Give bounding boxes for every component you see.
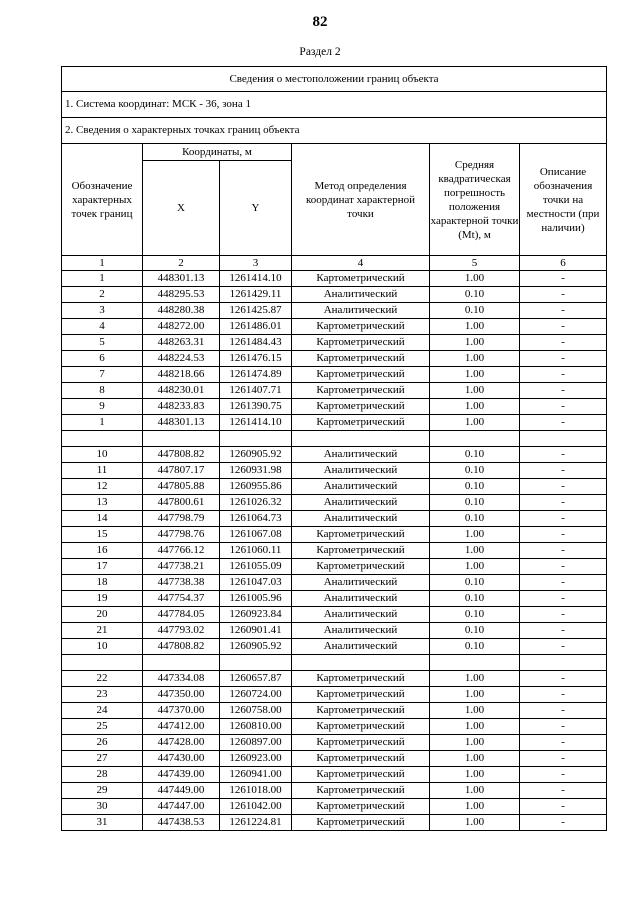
y-cell: 1260955.86: [220, 479, 292, 495]
table-row: [62, 783, 607, 799]
description-cell: -: [520, 319, 607, 335]
description-cell: -: [520, 447, 607, 463]
method-cell: Картометрический: [292, 319, 430, 335]
point-id-cell: 5: [62, 335, 143, 351]
table-row: [62, 303, 607, 319]
error-cell: 1.00: [430, 719, 520, 735]
method-cell: Картометрический: [292, 335, 430, 351]
column-number: 2: [143, 256, 220, 271]
description-cell: -: [520, 719, 607, 735]
table-row: [62, 511, 607, 527]
point-id-cell: 12: [62, 479, 143, 495]
table-row: [62, 751, 607, 767]
header-method: Метод определения координат характерной точки: [292, 144, 430, 256]
table-row: [62, 607, 607, 623]
method-cell: Картометрический: [292, 399, 430, 415]
point-id-cell: 23: [62, 687, 143, 703]
x-cell: 448233.83: [143, 399, 220, 415]
description-cell: -: [520, 351, 607, 367]
y-cell: 1261055.09: [220, 559, 292, 575]
y-cell: 1261064.73: [220, 511, 292, 527]
y-cell: 1260941.00: [220, 767, 292, 783]
x-cell: 447784.05: [143, 607, 220, 623]
x-cell: 447754.37: [143, 591, 220, 607]
description-cell: -: [520, 367, 607, 383]
description-cell: -: [520, 271, 607, 287]
y-cell: 1260905.92: [220, 447, 292, 463]
point-id-cell: 20: [62, 607, 143, 623]
table-row: [62, 367, 607, 383]
x-cell: 447370.00: [143, 703, 220, 719]
y-cell: 1261484.43: [220, 335, 292, 351]
method-cell: Картометрический: [292, 799, 430, 815]
table-row: [62, 479, 607, 495]
error-cell: [430, 431, 520, 447]
point-id-cell: 16: [62, 543, 143, 559]
y-cell: 1260923.00: [220, 751, 292, 767]
point-id-cell: 29: [62, 783, 143, 799]
table-row: [62, 319, 607, 335]
error-cell: 1.00: [430, 703, 520, 719]
method-cell: Картометрический: [292, 815, 430, 831]
table-row: [62, 815, 607, 831]
error-cell: 0.10: [430, 287, 520, 303]
x-cell: 447447.00: [143, 799, 220, 815]
x-cell: 447805.88: [143, 479, 220, 495]
table-row: [62, 543, 607, 559]
description-cell: -: [520, 639, 607, 655]
point-id-cell: 26: [62, 735, 143, 751]
point-id-cell: 13: [62, 495, 143, 511]
y-cell: [220, 431, 292, 447]
point-id-cell: 31: [62, 815, 143, 831]
x-cell: 447412.00: [143, 719, 220, 735]
point-id-cell: 1: [62, 271, 143, 287]
point-id-cell: 17: [62, 559, 143, 575]
x-cell: 447430.00: [143, 751, 220, 767]
error-cell: 1.00: [430, 415, 520, 431]
table-row: [62, 703, 607, 719]
description-cell: -: [520, 479, 607, 495]
y-cell: 1261474.89: [220, 367, 292, 383]
x-cell: 448301.13: [143, 415, 220, 431]
error-cell: 0.10: [430, 479, 520, 495]
table-row: [62, 399, 607, 415]
point-id-cell: 18: [62, 575, 143, 591]
error-cell: 0.10: [430, 463, 520, 479]
table-row: [62, 287, 607, 303]
error-cell: 1.00: [430, 527, 520, 543]
point-id-cell: 3: [62, 303, 143, 319]
method-cell: Картометрический: [292, 415, 430, 431]
method-cell: Картометрический: [292, 271, 430, 287]
coordinate-system: 1. Система координат: МСК - 36, зона 1: [62, 92, 607, 118]
y-cell: 1261414.10: [220, 271, 292, 287]
table-row: [62, 271, 607, 287]
x-cell: 447738.38: [143, 575, 220, 591]
table-row: [62, 639, 607, 655]
error-cell: 0.10: [430, 447, 520, 463]
point-id-cell: 15: [62, 527, 143, 543]
error-cell: 0.10: [430, 591, 520, 607]
description-cell: -: [520, 543, 607, 559]
method-cell: Аналитический: [292, 447, 430, 463]
x-cell: 447334.08: [143, 671, 220, 687]
description-cell: -: [520, 591, 607, 607]
table-row: [62, 463, 607, 479]
method-cell: Аналитический: [292, 591, 430, 607]
x-cell: 448280.38: [143, 303, 220, 319]
description-cell: -: [520, 607, 607, 623]
y-cell: 1261429.11: [220, 287, 292, 303]
y-cell: 1260923.84: [220, 607, 292, 623]
x-cell: 447350.00: [143, 687, 220, 703]
method-cell: Картометрический: [292, 767, 430, 783]
description-cell: -: [520, 303, 607, 319]
table-row: [62, 559, 607, 575]
method-cell: Аналитический: [292, 303, 430, 319]
point-id-cell: [62, 655, 143, 671]
point-id-cell: 9: [62, 399, 143, 415]
point-id-cell: 25: [62, 719, 143, 735]
method-cell: Аналитический: [292, 479, 430, 495]
point-id-cell: 6: [62, 351, 143, 367]
method-cell: Аналитический: [292, 575, 430, 591]
header-x: X: [143, 161, 220, 256]
x-cell: 448218.66: [143, 367, 220, 383]
y-cell: 1261407.71: [220, 383, 292, 399]
x-cell: 447449.00: [143, 783, 220, 799]
error-cell: 1.00: [430, 543, 520, 559]
header-description: Описание обозначения точки на местности (при наличии): [520, 144, 607, 256]
point-id-cell: 10: [62, 639, 143, 655]
method-cell: Картометрический: [292, 687, 430, 703]
table-row: [62, 447, 607, 463]
header-coordinates: Координаты, м: [143, 144, 292, 161]
error-cell: 1.00: [430, 735, 520, 751]
method-cell: Картометрический: [292, 703, 430, 719]
column-numbers-row: [62, 256, 607, 271]
table-row: [62, 383, 607, 399]
error-cell: 0.10: [430, 303, 520, 319]
x-cell: 448301.13: [143, 271, 220, 287]
error-cell: 1.00: [430, 687, 520, 703]
point-id-cell: 24: [62, 703, 143, 719]
table-row: [62, 575, 607, 591]
error-cell: 0.10: [430, 607, 520, 623]
y-cell: 1261026.32: [220, 495, 292, 511]
header-y: Y: [220, 161, 292, 256]
error-cell: 1.00: [430, 559, 520, 575]
table-row: [62, 415, 607, 431]
section-title: Раздел 2: [299, 46, 341, 58]
point-id-cell: 1: [62, 415, 143, 431]
column-number: 5: [430, 256, 520, 271]
table-separator-row: [62, 431, 607, 447]
description-cell: -: [520, 703, 607, 719]
point-id-cell: 10: [62, 447, 143, 463]
x-cell: 448230.01: [143, 383, 220, 399]
x-cell: 447793.02: [143, 623, 220, 639]
description-cell: -: [520, 415, 607, 431]
header-point: Обозначение характерных точек границ: [62, 144, 143, 256]
y-cell: 1260905.92: [220, 639, 292, 655]
description-cell: -: [520, 815, 607, 831]
error-cell: 0.10: [430, 495, 520, 511]
y-cell: 1261047.03: [220, 575, 292, 591]
table-row: [62, 335, 607, 351]
error-cell: 1.00: [430, 783, 520, 799]
y-cell: 1260897.00: [220, 735, 292, 751]
error-cell: 1.00: [430, 271, 520, 287]
x-cell: 447808.82: [143, 639, 220, 655]
method-cell: Картометрический: [292, 367, 430, 383]
table-row: [62, 671, 607, 687]
method-cell: Аналитический: [292, 607, 430, 623]
point-id-cell: 30: [62, 799, 143, 815]
error-cell: 1.00: [430, 319, 520, 335]
column-number: 4: [292, 256, 430, 271]
x-cell: 447428.00: [143, 735, 220, 751]
x-cell: 447798.79: [143, 511, 220, 527]
table-row: [62, 687, 607, 703]
y-cell: 1261486.01: [220, 319, 292, 335]
error-cell: 0.10: [430, 575, 520, 591]
error-cell: 1.00: [430, 383, 520, 399]
x-cell: [143, 655, 220, 671]
method-cell: Аналитический: [292, 639, 430, 655]
method-cell: Аналитический: [292, 623, 430, 639]
point-id-cell: 19: [62, 591, 143, 607]
point-id-cell: [62, 431, 143, 447]
description-cell: -: [520, 671, 607, 687]
point-id-cell: 22: [62, 671, 143, 687]
description-cell: -: [520, 783, 607, 799]
method-cell: Картометрический: [292, 543, 430, 559]
method-cell: Картометрический: [292, 751, 430, 767]
y-cell: 1260931.98: [220, 463, 292, 479]
table-row: [62, 495, 607, 511]
error-cell: [430, 655, 520, 671]
description-cell: -: [520, 751, 607, 767]
method-cell: Аналитический: [292, 287, 430, 303]
table-row: [62, 351, 607, 367]
x-cell: 448295.53: [143, 287, 220, 303]
x-cell: 447439.00: [143, 767, 220, 783]
method-cell: Аналитический: [292, 495, 430, 511]
x-cell: 448224.53: [143, 351, 220, 367]
point-id-cell: 21: [62, 623, 143, 639]
x-cell: 448263.31: [143, 335, 220, 351]
method-cell: [292, 431, 430, 447]
method-cell: Аналитический: [292, 463, 430, 479]
method-cell: Картометрический: [292, 783, 430, 799]
description-cell: -: [520, 511, 607, 527]
y-cell: 1260657.87: [220, 671, 292, 687]
error-cell: 1.00: [430, 399, 520, 415]
y-cell: 1261067.08: [220, 527, 292, 543]
method-cell: Картометрический: [292, 351, 430, 367]
table-separator-row: [62, 655, 607, 671]
description-cell: -: [520, 399, 607, 415]
y-cell: 1261476.15: [220, 351, 292, 367]
description-cell: [520, 655, 607, 671]
point-id-cell: 27: [62, 751, 143, 767]
table-row: [62, 767, 607, 783]
error-cell: 1.00: [430, 351, 520, 367]
description-cell: -: [520, 335, 607, 351]
y-cell: [220, 655, 292, 671]
x-cell: 447808.82: [143, 447, 220, 463]
method-cell: Картометрический: [292, 735, 430, 751]
description-cell: -: [520, 495, 607, 511]
method-cell: Картометрический: [292, 671, 430, 687]
point-id-cell: 2: [62, 287, 143, 303]
point-id-cell: 7: [62, 367, 143, 383]
error-cell: 0.10: [430, 623, 520, 639]
description-cell: -: [520, 559, 607, 575]
y-cell: 1261224.81: [220, 815, 292, 831]
column-number: 3: [220, 256, 292, 271]
description-cell: -: [520, 767, 607, 783]
y-cell: 1261005.96: [220, 591, 292, 607]
point-id-cell: 28: [62, 767, 143, 783]
x-cell: 448272.00: [143, 319, 220, 335]
point-id-cell: 4: [62, 319, 143, 335]
description-cell: -: [520, 799, 607, 815]
table-row: [62, 623, 607, 639]
y-cell: 1261414.10: [220, 415, 292, 431]
page-number: 82: [312, 14, 328, 30]
points-section-title: 2. Сведения о характерных точках границ объекта: [62, 118, 607, 144]
error-cell: 1.00: [430, 751, 520, 767]
y-cell: 1261425.87: [220, 303, 292, 319]
y-cell: 1261018.00: [220, 783, 292, 799]
x-cell: 447438.53: [143, 815, 220, 831]
description-cell: -: [520, 687, 607, 703]
description-cell: -: [520, 735, 607, 751]
method-cell: Аналитический: [292, 511, 430, 527]
error-cell: 1.00: [430, 671, 520, 687]
method-cell: [292, 655, 430, 671]
description-cell: -: [520, 383, 607, 399]
description-cell: [520, 431, 607, 447]
column-number: 6: [520, 256, 607, 271]
table-row: [62, 527, 607, 543]
x-cell: 447798.76: [143, 527, 220, 543]
description-cell: -: [520, 623, 607, 639]
table-row: [62, 799, 607, 815]
description-cell: -: [520, 575, 607, 591]
error-cell: 1.00: [430, 367, 520, 383]
method-cell: Картометрический: [292, 559, 430, 575]
table-title: Сведения о местоположении границ объекта: [62, 67, 607, 92]
y-cell: 1260901.41: [220, 623, 292, 639]
table-row: [62, 719, 607, 735]
x-cell: 447766.12: [143, 543, 220, 559]
method-cell: Картометрический: [292, 383, 430, 399]
error-cell: 0.10: [430, 639, 520, 655]
error-cell: 1.00: [430, 767, 520, 783]
error-cell: 0.10: [430, 511, 520, 527]
error-cell: 1.00: [430, 815, 520, 831]
method-cell: Картометрический: [292, 527, 430, 543]
table-row: [62, 735, 607, 751]
error-cell: 1.00: [430, 335, 520, 351]
x-cell: 447800.61: [143, 495, 220, 511]
y-cell: 1260758.00: [220, 703, 292, 719]
x-cell: 447807.17: [143, 463, 220, 479]
x-cell: 447738.21: [143, 559, 220, 575]
description-cell: -: [520, 463, 607, 479]
y-cell: 1260810.00: [220, 719, 292, 735]
description-cell: -: [520, 287, 607, 303]
point-id-cell: 11: [62, 463, 143, 479]
y-cell: 1260724.00: [220, 687, 292, 703]
y-cell: 1261042.00: [220, 799, 292, 815]
error-cell: 1.00: [430, 799, 520, 815]
boundary-points-table: [61, 66, 607, 831]
y-cell: 1261060.11: [220, 543, 292, 559]
point-id-cell: 14: [62, 511, 143, 527]
point-id-cell: 8: [62, 383, 143, 399]
y-cell: 1261390.75: [220, 399, 292, 415]
table-row: [62, 591, 607, 607]
x-cell: [143, 431, 220, 447]
header-error: Средняя квадратическая погрешность положения характерной точки (Mt), м: [430, 144, 520, 256]
description-cell: -: [520, 527, 607, 543]
column-number: 1: [62, 256, 143, 271]
method-cell: Картометрический: [292, 719, 430, 735]
